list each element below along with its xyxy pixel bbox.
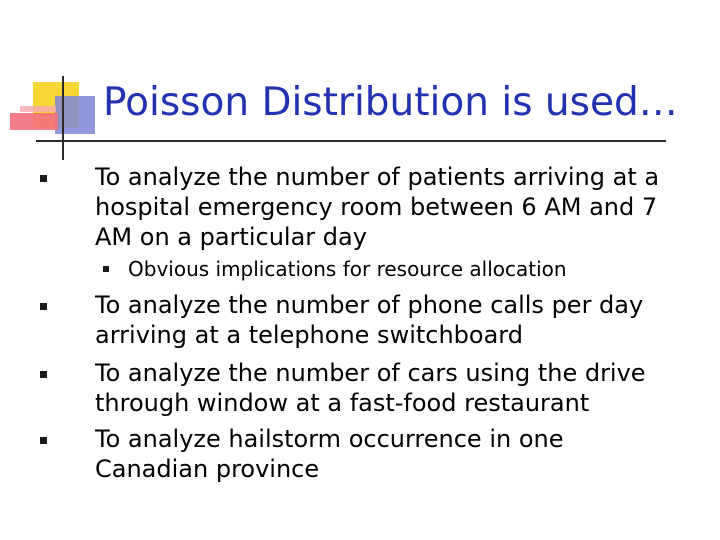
title-vertical-rule: [62, 76, 64, 160]
bullet-line: To analyze the number of phone calls per day: [95, 291, 644, 319]
bullet-line: Canadian province: [95, 455, 320, 483]
bullet-text: [95, 162, 659, 252]
bullet-line: To analyze the number of cars using the drive: [95, 359, 646, 387]
title-decoration-red-bar: [10, 113, 58, 130]
title-horizontal-rule: [36, 140, 666, 142]
square-bullet-icon: [40, 175, 47, 182]
bullet-line: To analyze hailstorm occurrence in one: [95, 425, 564, 453]
bullet-line: AM on a particular day: [95, 223, 367, 251]
bullet-line: hospital emergency room between 6 AM and 7: [95, 193, 658, 221]
bullet-line: To analyze the number of patients arriving at a: [95, 163, 660, 191]
square-bullet-icon: [40, 303, 47, 310]
bullet-text: [128, 256, 567, 282]
title-decoration-blue-square: [55, 96, 95, 134]
bullet-text: [95, 358, 646, 418]
square-bullet-icon: [103, 266, 109, 272]
square-bullet-icon: [40, 371, 47, 378]
bullet-line: arriving at a telephone switchboard: [95, 321, 523, 349]
bullet-line: through window at a fast-food restaurant: [95, 389, 590, 417]
bullet-line: Obvious implications for resource allocation: [128, 257, 567, 281]
title-decoration-pink-bar: [20, 106, 56, 112]
bullet-text: [95, 424, 564, 484]
slide-title: Poisson Distribution is used…: [103, 80, 678, 125]
bullet-text: [95, 290, 643, 350]
square-bullet-icon: [40, 437, 47, 444]
